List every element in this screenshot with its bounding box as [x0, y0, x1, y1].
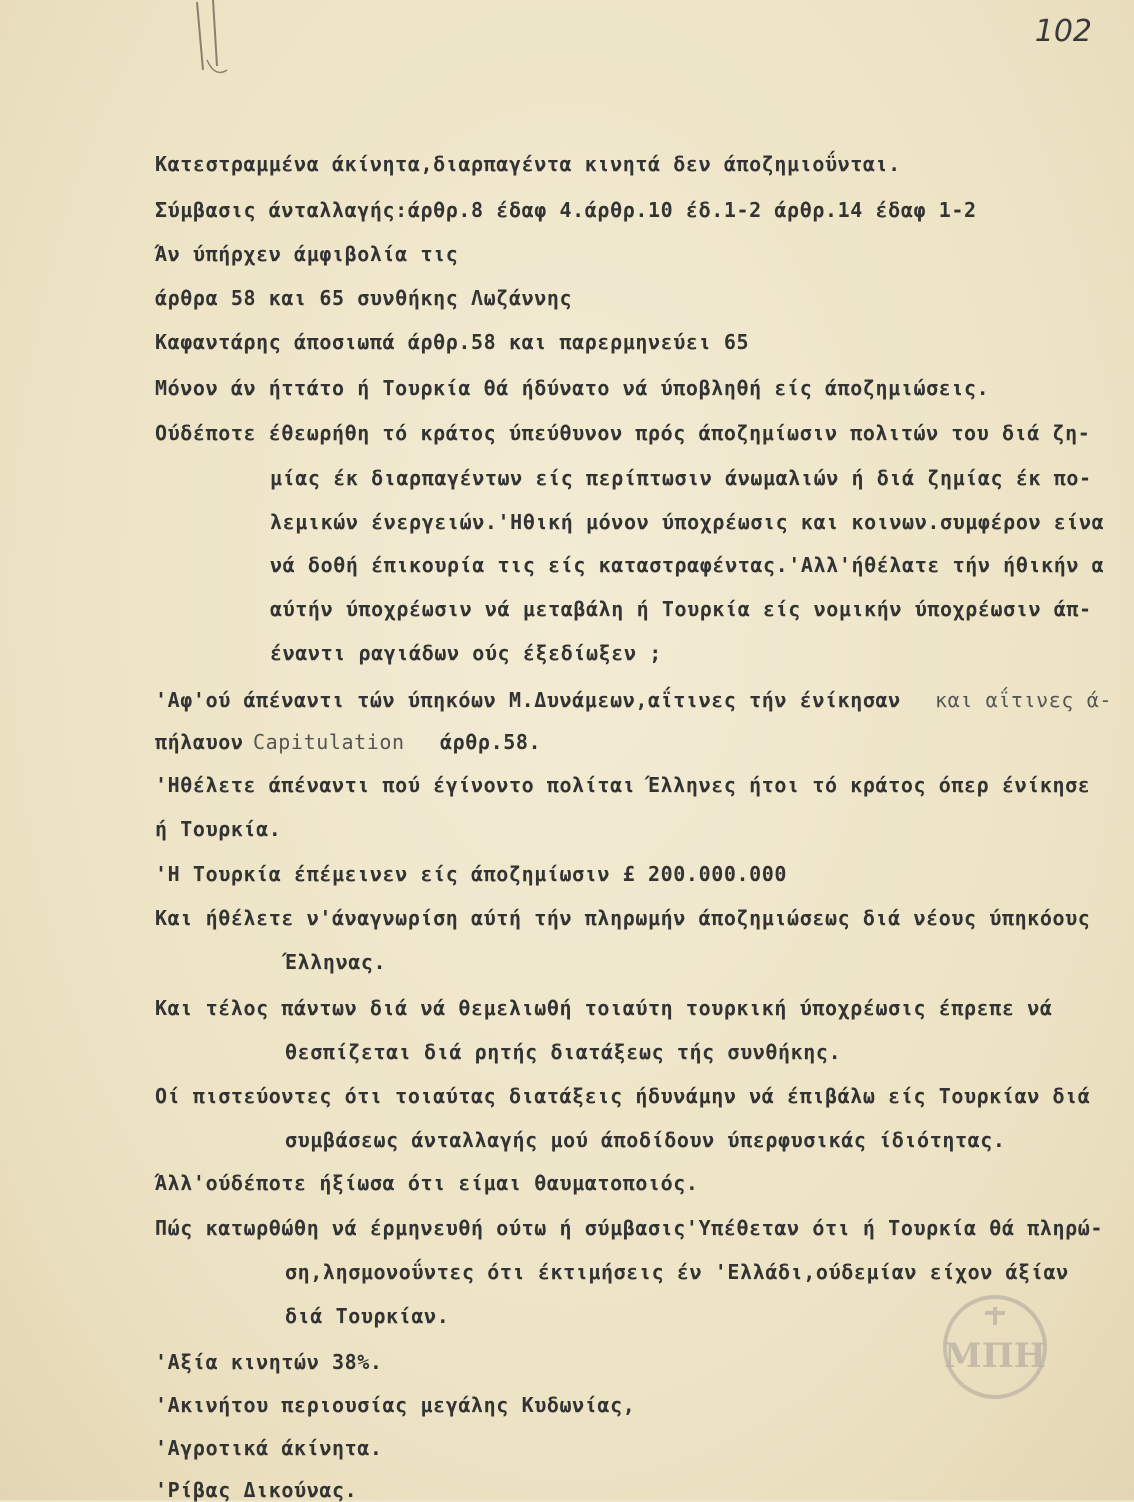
text-line: μίας έκ διαρπαγέντων είς περίπτωσιν άνωμαλιών ή διά ζημίας έκ πο- [270, 466, 1092, 490]
text-line: νά δοθή έπικουρία τις είς καταστραφέντας.'Αλλ'ήθέλατε τήν ήθικήν α [270, 553, 1105, 577]
text-line: Έλληνας. [285, 950, 387, 974]
text-line: Ούδέποτε έθεωρήθη τό κράτος ύπεύθυνον πρός άποζημίωσιν πολιτών του διά ζη- [155, 421, 1091, 445]
text-line: 'Αφ'ού άπέναντι τών ύπηκόων Μ.Δυνάμεων,αΐτινες τήν ένίκησαν [155, 688, 901, 712]
capitulation-word: Capitulation [253, 730, 405, 754]
text-line: Μόνον άν ήττάτο ή Τουρκία θά ήδύνατο νά ύποβληθή είς άποζημιώσεις. [155, 376, 990, 400]
text-line: 'Ρίβας Δικούνας. [155, 1478, 358, 1502]
text-line: Άν ύπήρχεν άμφιβολία τις [155, 242, 459, 266]
text-line: 'Αγροτικά άκίνητα. [155, 1436, 383, 1460]
text-line: Καφαντάρης άποσιωπά άρθρ.58 και παρερμηνεύει 65 [155, 330, 750, 354]
text-line: συμβάσεως άνταλλαγής μού άποδίδουν ύπερφυσικάς ίδιότητας. [285, 1128, 1006, 1152]
text-line: Οί πιστεύοντες ότι τοιαύτας διατάξεις ήδυνάμην νά έπιβάλω είς Τουρκίαν διά [155, 1084, 1091, 1108]
text-line-fragment: άρθρ.58. [440, 730, 542, 754]
text-line: ή Τουρκία. [155, 817, 282, 841]
text-line: ση,λησμονοΰντες ότι έκτιμήσεις έν 'Ελλάδι,ούδεμίαν είχον άξίαν [285, 1260, 1069, 1284]
text-line: αύτήν ύποχρέωσιν νά μεταβάλη ή Τουρκία είς νομικήν ύποχρέωσιν άπ- [270, 597, 1092, 621]
text-line: Σύμβασις άνταλλαγής:άρθρ.8 έδαφ 4.άρθρ.10 έδ.1-2 άρθρ.14 έδαφ 1-2 [155, 198, 977, 222]
pencil-marks [185, 0, 245, 90]
stamp-text: ΜΠΗ [944, 1336, 1046, 1376]
text-line: 'Η Τουρκία έπέμεινεν είς άποζημίωσιν £ 200.000.000 [155, 862, 788, 886]
text-line: Και ήθέλετε ν'άναγνωρίση αύτή τήν πληρωμήν άποζημιώσεως διά νέους ύπηκόους [155, 906, 1091, 930]
text-line: 'Ηθέλετε άπέναντι πού έγίνοντο πολίται Έλληνες ήτοι τό κράτος όπερ ένίκησε [155, 773, 1091, 797]
text-line: Άλλ'ούδέποτε ήξίωσα ότι είμαι θαυματοποιός. [155, 1171, 699, 1195]
text-line-fragment: και αΐτινες ά- [935, 688, 1112, 712]
text-line: Και τέλος πάντων διά νά θεμελιωθή τοιαύτη τουρκική ύποχρέωσις έπρεπε νά [155, 996, 1053, 1020]
text-line: θεσπίζεται διά ρητής διατάξεως τής συνθήκης. [285, 1040, 842, 1064]
text-line: Κατεστραμμένα άκίνητα,διαρπαγέντα κινητά δεν άποζημιοΰνται. [155, 152, 901, 176]
text-line: πήλαυον [155, 730, 244, 754]
text-line: 'Αξία κινητών 38%. [155, 1350, 383, 1374]
text-line: λεμικών ένεργειών.'Ηθική μόνον ύποχρέωσις και κοινων.συμφέρον είνα [270, 510, 1105, 534]
page-number: 102 [1034, 14, 1092, 49]
text-line: 'Ακινήτου περιουσίας μεγάλης Κυδωνίας, [155, 1393, 636, 1417]
archive-stamp [930, 1295, 1060, 1405]
text-line: Πώς κατωρθώθη νά έρμηνευθή ούτω ή σύμβασις'Υπέθεταν ότι ή Τουρκία θά πληρώ- [155, 1216, 1104, 1240]
text-line: διά Τουρκίαν. [285, 1304, 450, 1328]
text-line: έναντι ραγιάδων ούς έξεδίωξεν ; [270, 641, 662, 665]
text-line: άρθρα 58 και 65 συνθήκης Λωζάννης [155, 286, 573, 310]
